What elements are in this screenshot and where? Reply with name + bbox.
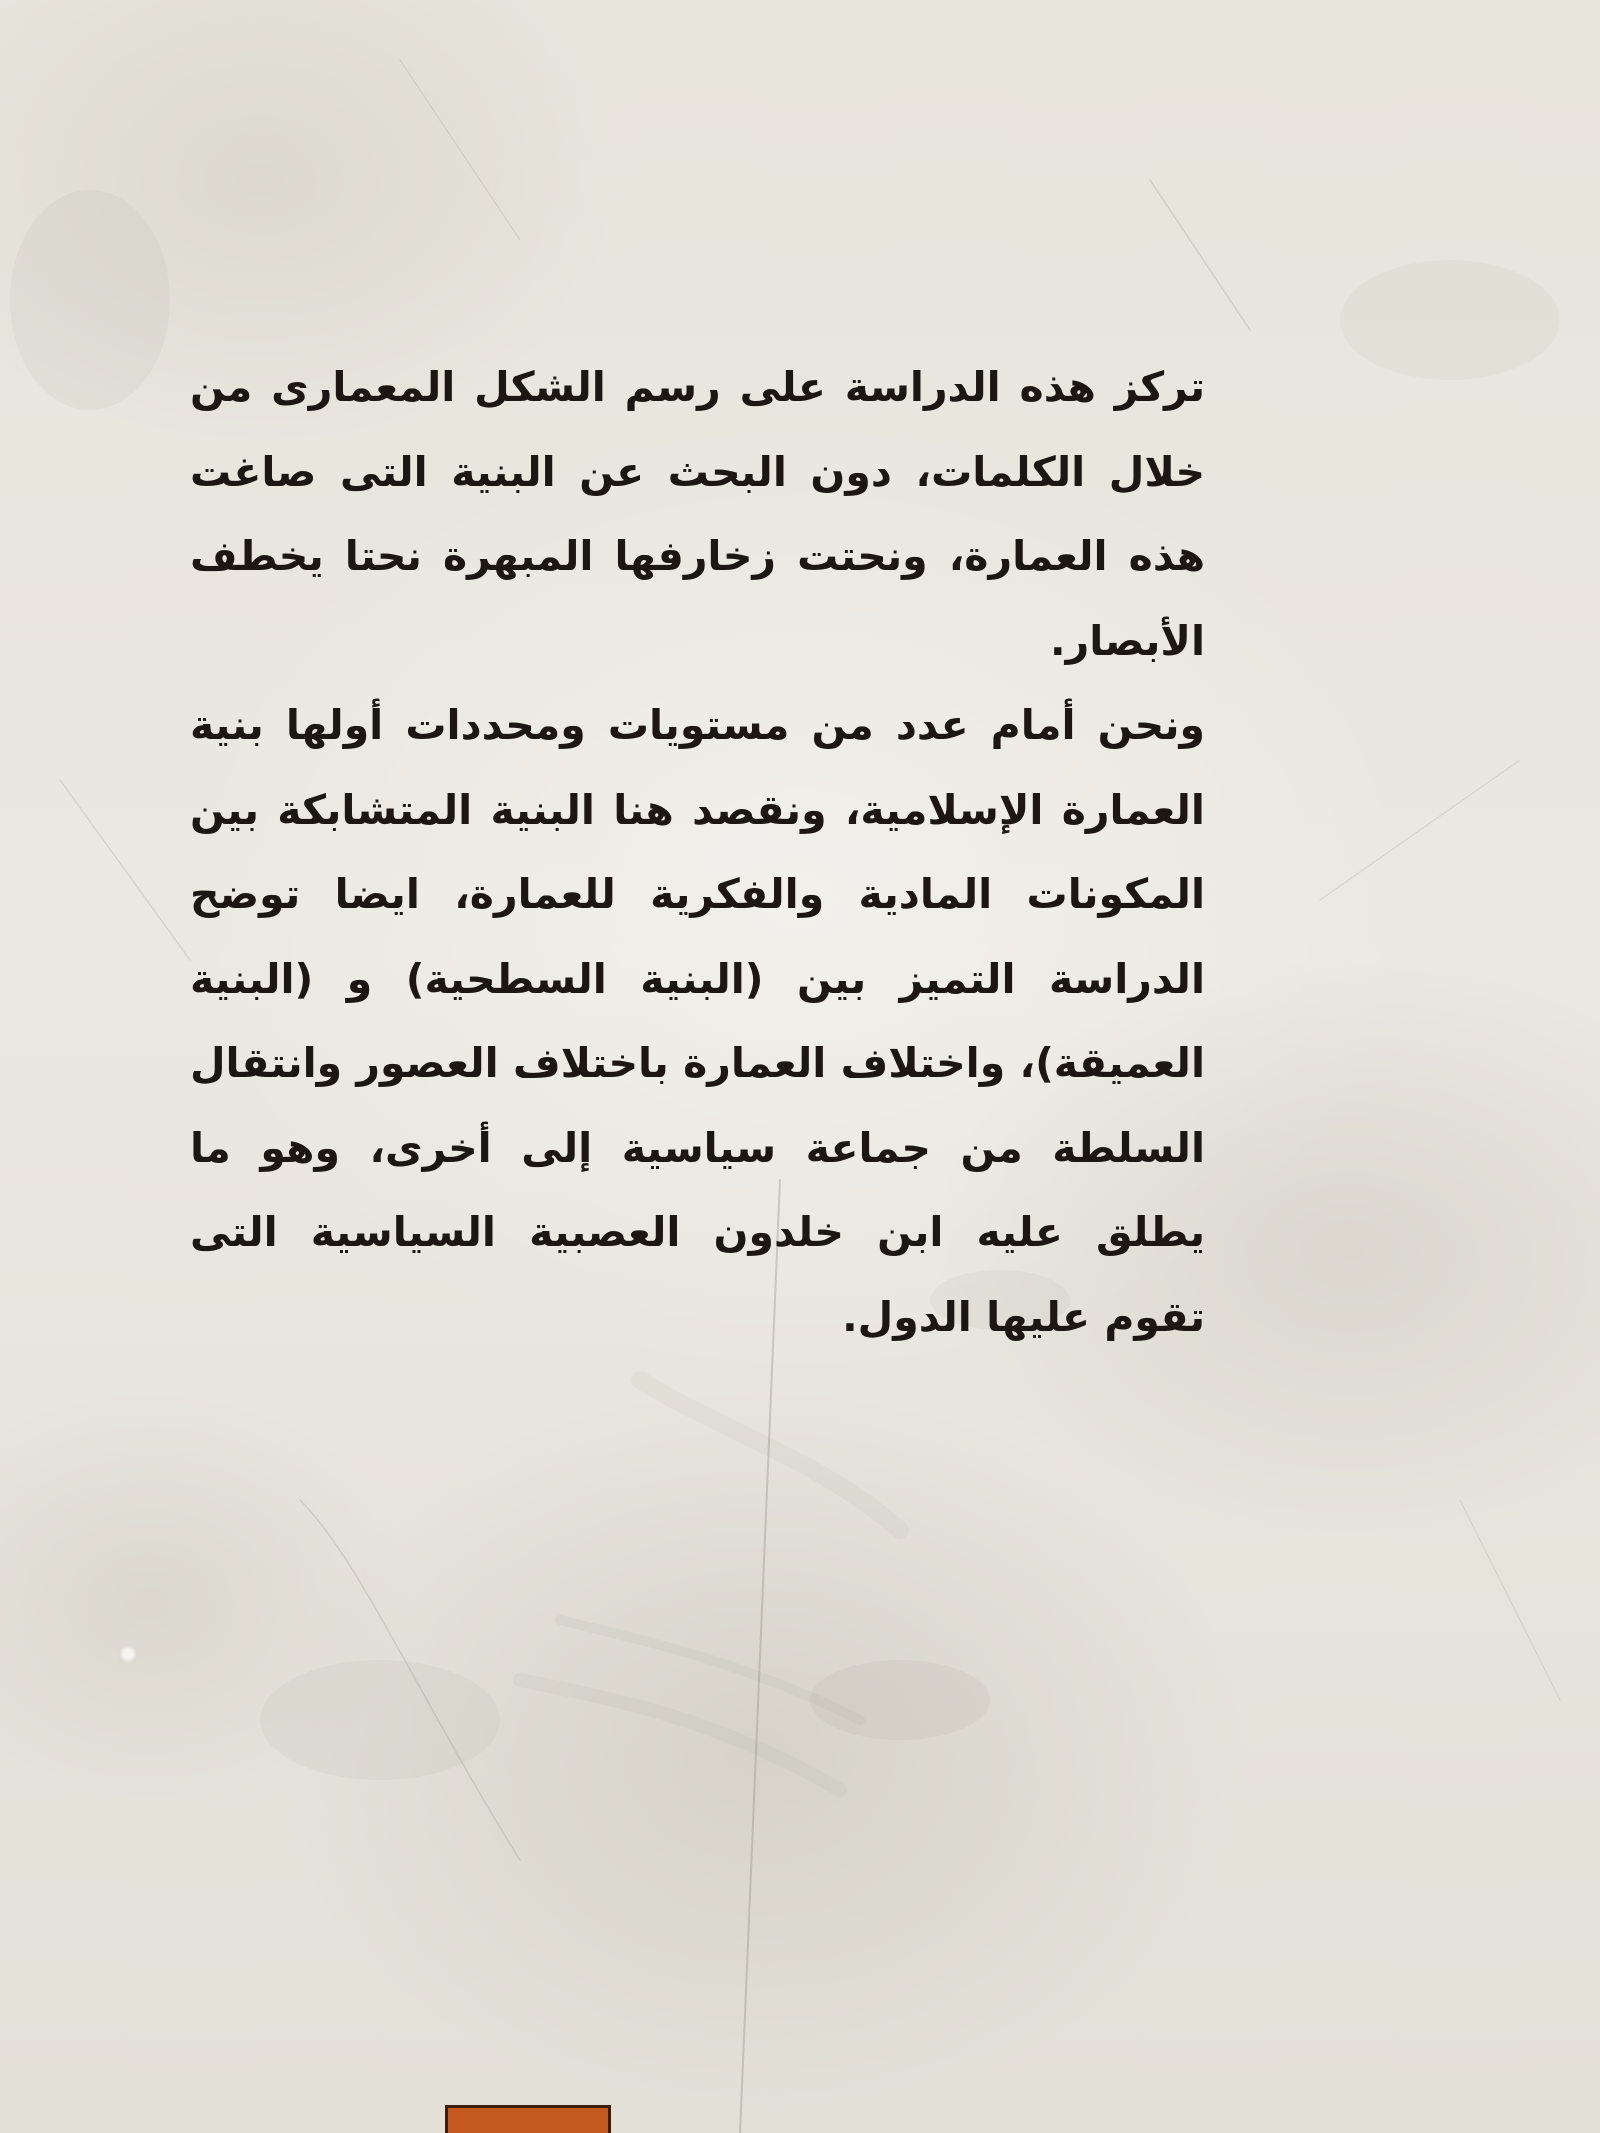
blurb-paragraph-2: ونحن أمام عدد من مستويات ومحددات أولها بنية العمارة الإسلامية، ونقصد هنا البنية المتشابكة بين المكونات المادية والفكرية للعمارة، ايضا توضح الدراسة التميز بين (البنية السطحية) و (البنية العميقة)، واختلاف العمارة باختلاف العصور وانتقال السلطة من جماعة سياسية إلى أخرى، وهو ما يطلق عليه ابن خلدون العصبية السياسية التى تقوم عليها الدول. — [189, 701, 1205, 1341]
price-sticker — [445, 2105, 611, 2133]
blurb-paragraph-1: تركز هذه الدراسة على رسم الشكل المعمارى من خلال الكلمات، دون البحث عن البنية التى صاغت هذه العمارة، ونحتت زخارفها المبهرة نحتا يخطف الأبصار. — [190, 363, 1205, 665]
scuff-mark — [118, 1644, 138, 1664]
back-cover-blurb — [190, 345, 1205, 1359]
